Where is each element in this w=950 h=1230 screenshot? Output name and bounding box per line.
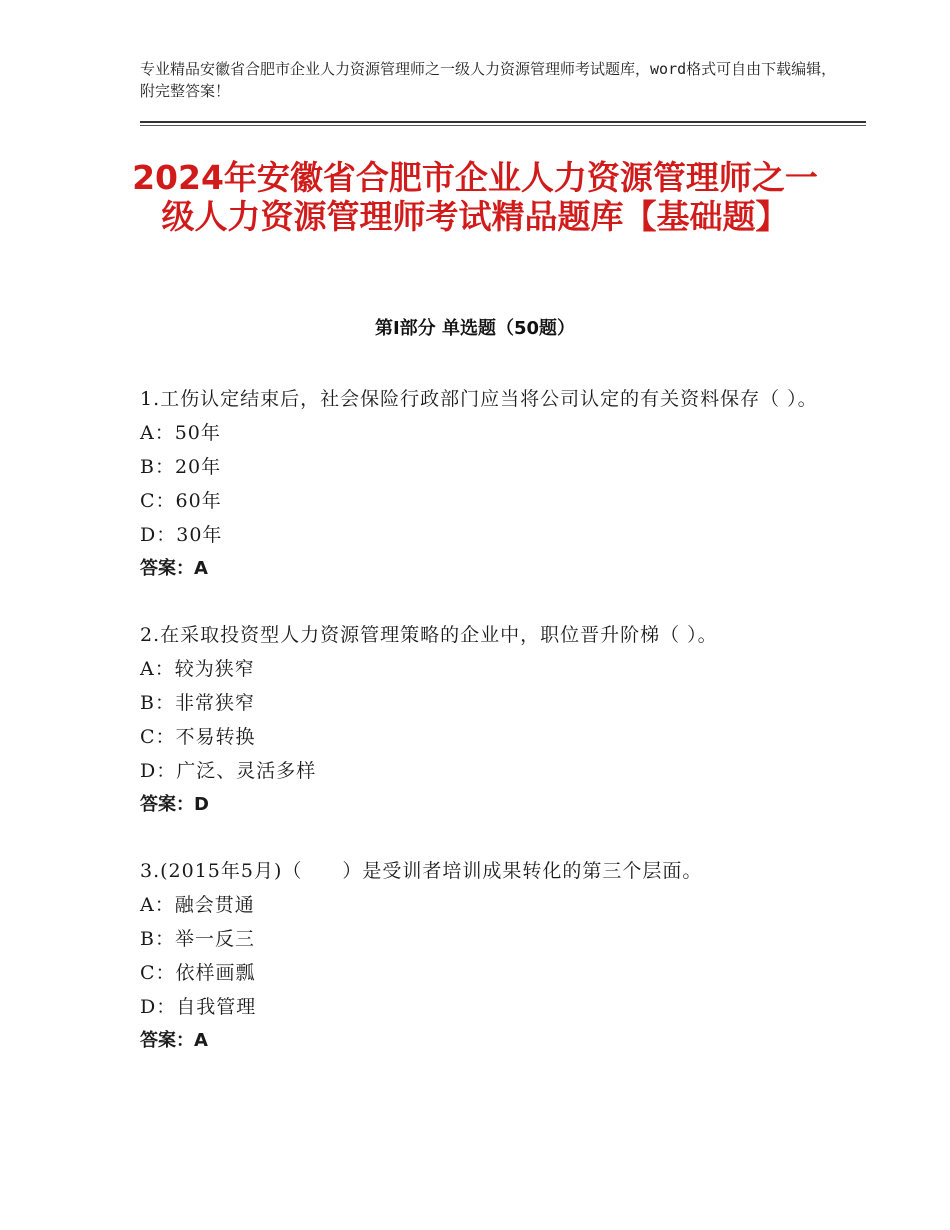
section-title: 第Ⅰ部分 单选题（50题） (374, 318, 575, 339)
question-stem: 3.(2015年5月)（ ）是受训者培训成果转化的第三个层面。 (140, 860, 703, 882)
answer-line: 答案：D (140, 794, 209, 815)
option-a: A：50年 (140, 422, 221, 444)
header-note: 专业精品安徽省合肥市企业人力资源管理师之一级人力资源管理师考试题库，word格式可自由下载编辑，附完整答案！ (140, 60, 837, 100)
question-stem: 1.工伤认定结束后，社会保险行政部门应当将公司认定的有关资料保存（ ）。 (140, 388, 818, 410)
option-c: C：依样画瓢 (140, 962, 256, 984)
option-c: C：60年 (140, 490, 222, 512)
answer-line: 答案：A (140, 1030, 208, 1051)
option-d: D：30年 (140, 524, 223, 546)
question-list (140, 382, 820, 1090)
option-a: A：较为狭窄 (140, 658, 255, 680)
option-d: D：自我管理 (140, 996, 257, 1018)
document-title: 2024年安徽省合肥市企业人力资源管理师之一级人力资源管理师考试精品题库【基础题】 (132, 158, 818, 236)
question-stem: 2.在采取投资型人力资源管理策略的企业中，职位晋升阶梯（ ）。 (140, 624, 718, 646)
header-divider-thin (140, 125, 866, 126)
option-c: C：不易转换 (140, 726, 256, 748)
option-d: D：广泛、灵活多样 (140, 760, 317, 782)
question-item (140, 618, 820, 822)
option-a: A：融会贯通 (140, 894, 255, 916)
option-b: B：非常狭窄 (140, 692, 255, 714)
header-divider (140, 121, 866, 123)
question-item (140, 854, 820, 1058)
answer-line: 答案：A (140, 558, 208, 579)
option-b: B：举一反三 (140, 928, 255, 950)
question-item (140, 382, 820, 586)
option-b: B：20年 (140, 456, 222, 478)
